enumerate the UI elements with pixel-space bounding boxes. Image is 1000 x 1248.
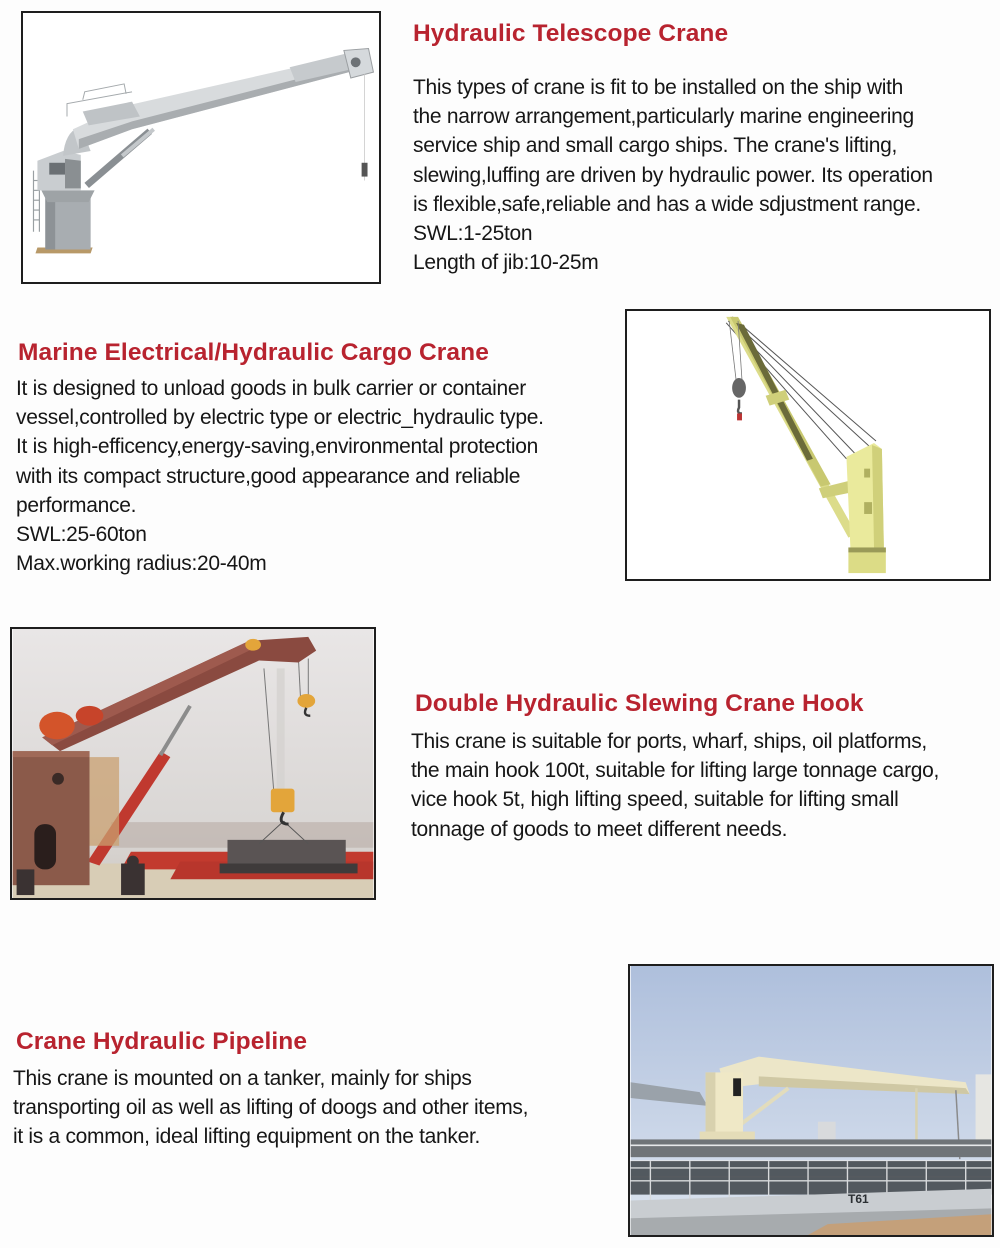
product-image-cargo-crane: [625, 309, 991, 581]
product-image-pipeline-crane: [628, 964, 994, 1237]
section-title-cargo-crane: Marine Electrical/Hydraulic Cargo Crane: [18, 339, 489, 366]
section-title-telescope-crane: Hydraulic Telescope Crane: [413, 20, 729, 47]
spec-jib-length: Length of jib:10-25m: [413, 251, 599, 275]
section-description-double-hook-crane: [411, 727, 939, 844]
description-line: tonnage of goods to meet different needs.: [411, 817, 788, 841]
section-title-hydraulic-pipeline: Crane Hydraulic Pipeline: [16, 1028, 308, 1055]
section-description-telescope-crane: [413, 73, 933, 277]
description-line: the main hook 100t, suitable for lifting large tonnage cargo,: [411, 759, 940, 783]
description-line: transporting oil as well as lifting of doogs and other items,: [13, 1096, 529, 1120]
spec-swl: SWL:25-60ton: [16, 523, 147, 547]
section-title-double-hook-crane: Double Hydraulic Slewing Crane Hook: [415, 690, 864, 717]
section-description-cargo-crane: [16, 374, 544, 578]
double-hook-crane-illustration: [12, 629, 374, 898]
hull-marking: T61: [848, 1192, 869, 1206]
spec-swl: SWL:1-25ton: [413, 222, 533, 246]
spec-working-radius: Max.working radius:20-40m: [16, 552, 267, 576]
description-line: it is a common, ideal lifting equipment on the tanker.: [13, 1125, 481, 1149]
description-line: the narrow arrangement,particularly marine engineering: [413, 105, 914, 129]
cargo-crane-illustration: [627, 311, 989, 579]
description-line: It is high-efficency,energy-saving,environmental protection: [16, 435, 538, 459]
section-description-hydraulic-pipeline: [13, 1064, 528, 1152]
description-line: is flexible,safe,reliable and has a wide sdjustment range.: [413, 192, 921, 216]
telescope-crane-illustration: [23, 13, 379, 282]
description-line: vessel,controlled by electric type or electric_hydraulic type.: [16, 406, 544, 430]
description-line: slewing,luffing are driven by hydraulic power. Its operation: [413, 163, 933, 187]
description-line: vice hook 5t, high lifting speed, suitable for lifting small: [411, 788, 899, 812]
description-line: This types of crane is fit to be installed on the ship with: [413, 76, 904, 99]
description-line: with its compact structure,good appearance and reliable: [16, 464, 521, 488]
description-line: It is designed to unload goods in bulk carrier or container: [16, 377, 526, 400]
description-line: This crane is suitable for ports, wharf, ships, oil platforms,: [411, 730, 927, 753]
description-line: performance.: [16, 493, 137, 517]
tanker-crane-illustration: [630, 966, 992, 1235]
description-line: This crane is mounted on a tanker, mainly for ships: [13, 1067, 472, 1090]
product-image-double-hook-crane: [10, 627, 376, 900]
description-line: service ship and small cargo ships. The crane's lifting,: [413, 134, 898, 158]
product-image-telescope-crane: [21, 11, 381, 284]
